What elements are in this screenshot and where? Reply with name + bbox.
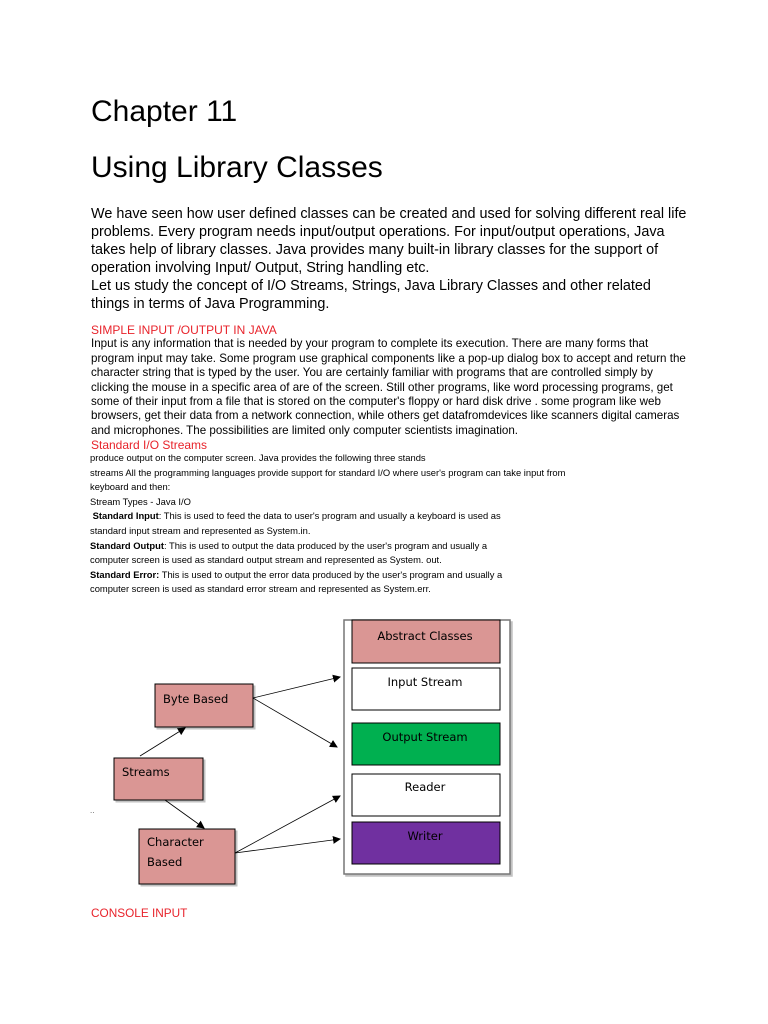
arrow-streams-to-byte xyxy=(140,728,185,756)
text-line: Stream Types - Java I/O xyxy=(90,495,191,507)
writer-label: Writer xyxy=(407,829,443,843)
abstract-classes-label: Abstract Classes xyxy=(377,629,473,643)
reader-label: Reader xyxy=(404,780,446,794)
intro-text xyxy=(91,205,691,313)
stray-dots: .. xyxy=(90,806,95,815)
arrow-byte-to-input xyxy=(253,677,340,698)
text-line: standard input stream and represented as System.in. xyxy=(90,524,311,536)
console-input-heading: CONSOLE INPUT xyxy=(91,906,188,920)
arrow-character-to-writer xyxy=(235,839,340,853)
chapter-heading: Chapter 11 xyxy=(91,95,238,128)
term-label: Standard Output xyxy=(90,539,164,551)
arrow-byte-to-output xyxy=(253,698,337,747)
text-line: computer screen is used as standard output stream and represented as System. out. xyxy=(90,554,442,566)
input-stream-label: Input Stream xyxy=(387,675,463,689)
streams-label: Streams xyxy=(122,765,170,779)
standard-input-line xyxy=(90,509,690,524)
simple-io-section xyxy=(91,323,691,453)
text-line: computer screen is used as standard error stream and represented as System.err. xyxy=(90,583,431,595)
standard-output-line xyxy=(90,539,690,554)
arrow-streams-to-character xyxy=(165,800,204,828)
byte-based-label: Byte Based xyxy=(163,692,229,706)
page-title: Using Library Classes xyxy=(91,151,383,184)
intro-paragraph: Let us study the concept of I/O Streams, Strings, Java Library Classes and other related things in terms of Java Programming. xyxy=(91,278,651,312)
standard-streams-text xyxy=(90,451,690,597)
term-desc: : This is used to output the data produced by the user's program and usually a xyxy=(163,539,488,551)
based-label: Based xyxy=(147,855,183,869)
term-desc: This is used to output the error data produced by the user's program and usually a xyxy=(159,568,503,580)
section-heading: Standard I/O Streams xyxy=(91,438,208,453)
output-stream-label: Output Stream xyxy=(382,730,468,744)
intro-paragraph: We have seen how user defined classes can be created and used for solving different real life problems. Every program needs input/output operations. For input/output operations, Java takes help of library classes. Java provides many built-in library classes for the support of operation involving Input/ Output, String handling etc. xyxy=(91,206,687,276)
text-line: produce output on the computer screen. Java provides the following three stands xyxy=(90,452,426,463)
arrow-character-to-reader xyxy=(235,796,340,853)
term-label: Standard Input xyxy=(92,510,159,522)
streams-diagram xyxy=(0,610,768,900)
text-line: keyboard and then: xyxy=(90,481,171,493)
text-line: streams All the programming languages provide support for standard I/O where user's program can take input from xyxy=(90,466,566,478)
section-body: Input is any information that is needed by your program to complete its execution. There are many forms that program input may take. Some program use graphical components like a pop-up dialog box to accept and return the character string that is typed by the user. You are certainly familiar with programs that are controlled simply by clicking the mouse in a specific area of are of the screen. Still other programs, like word processing programs, get some of their input from a file that is stored on the computer's floppy or hard disk drive . some program like web browsers, get their data from a network connection, while others get datafromdevices like scanners digital cameras and microphones. The possibilities are limited only computer scientists imagination. xyxy=(91,337,686,437)
standard-error-line xyxy=(90,568,690,583)
term-label: Standard Error: xyxy=(90,568,160,580)
section-heading: SIMPLE INPUT /OUTPUT IN JAVA xyxy=(91,323,277,337)
character-label: Character xyxy=(147,835,204,849)
term-desc: : This is used to feed the data to user's program and usually a keyboard is used as xyxy=(158,510,501,522)
